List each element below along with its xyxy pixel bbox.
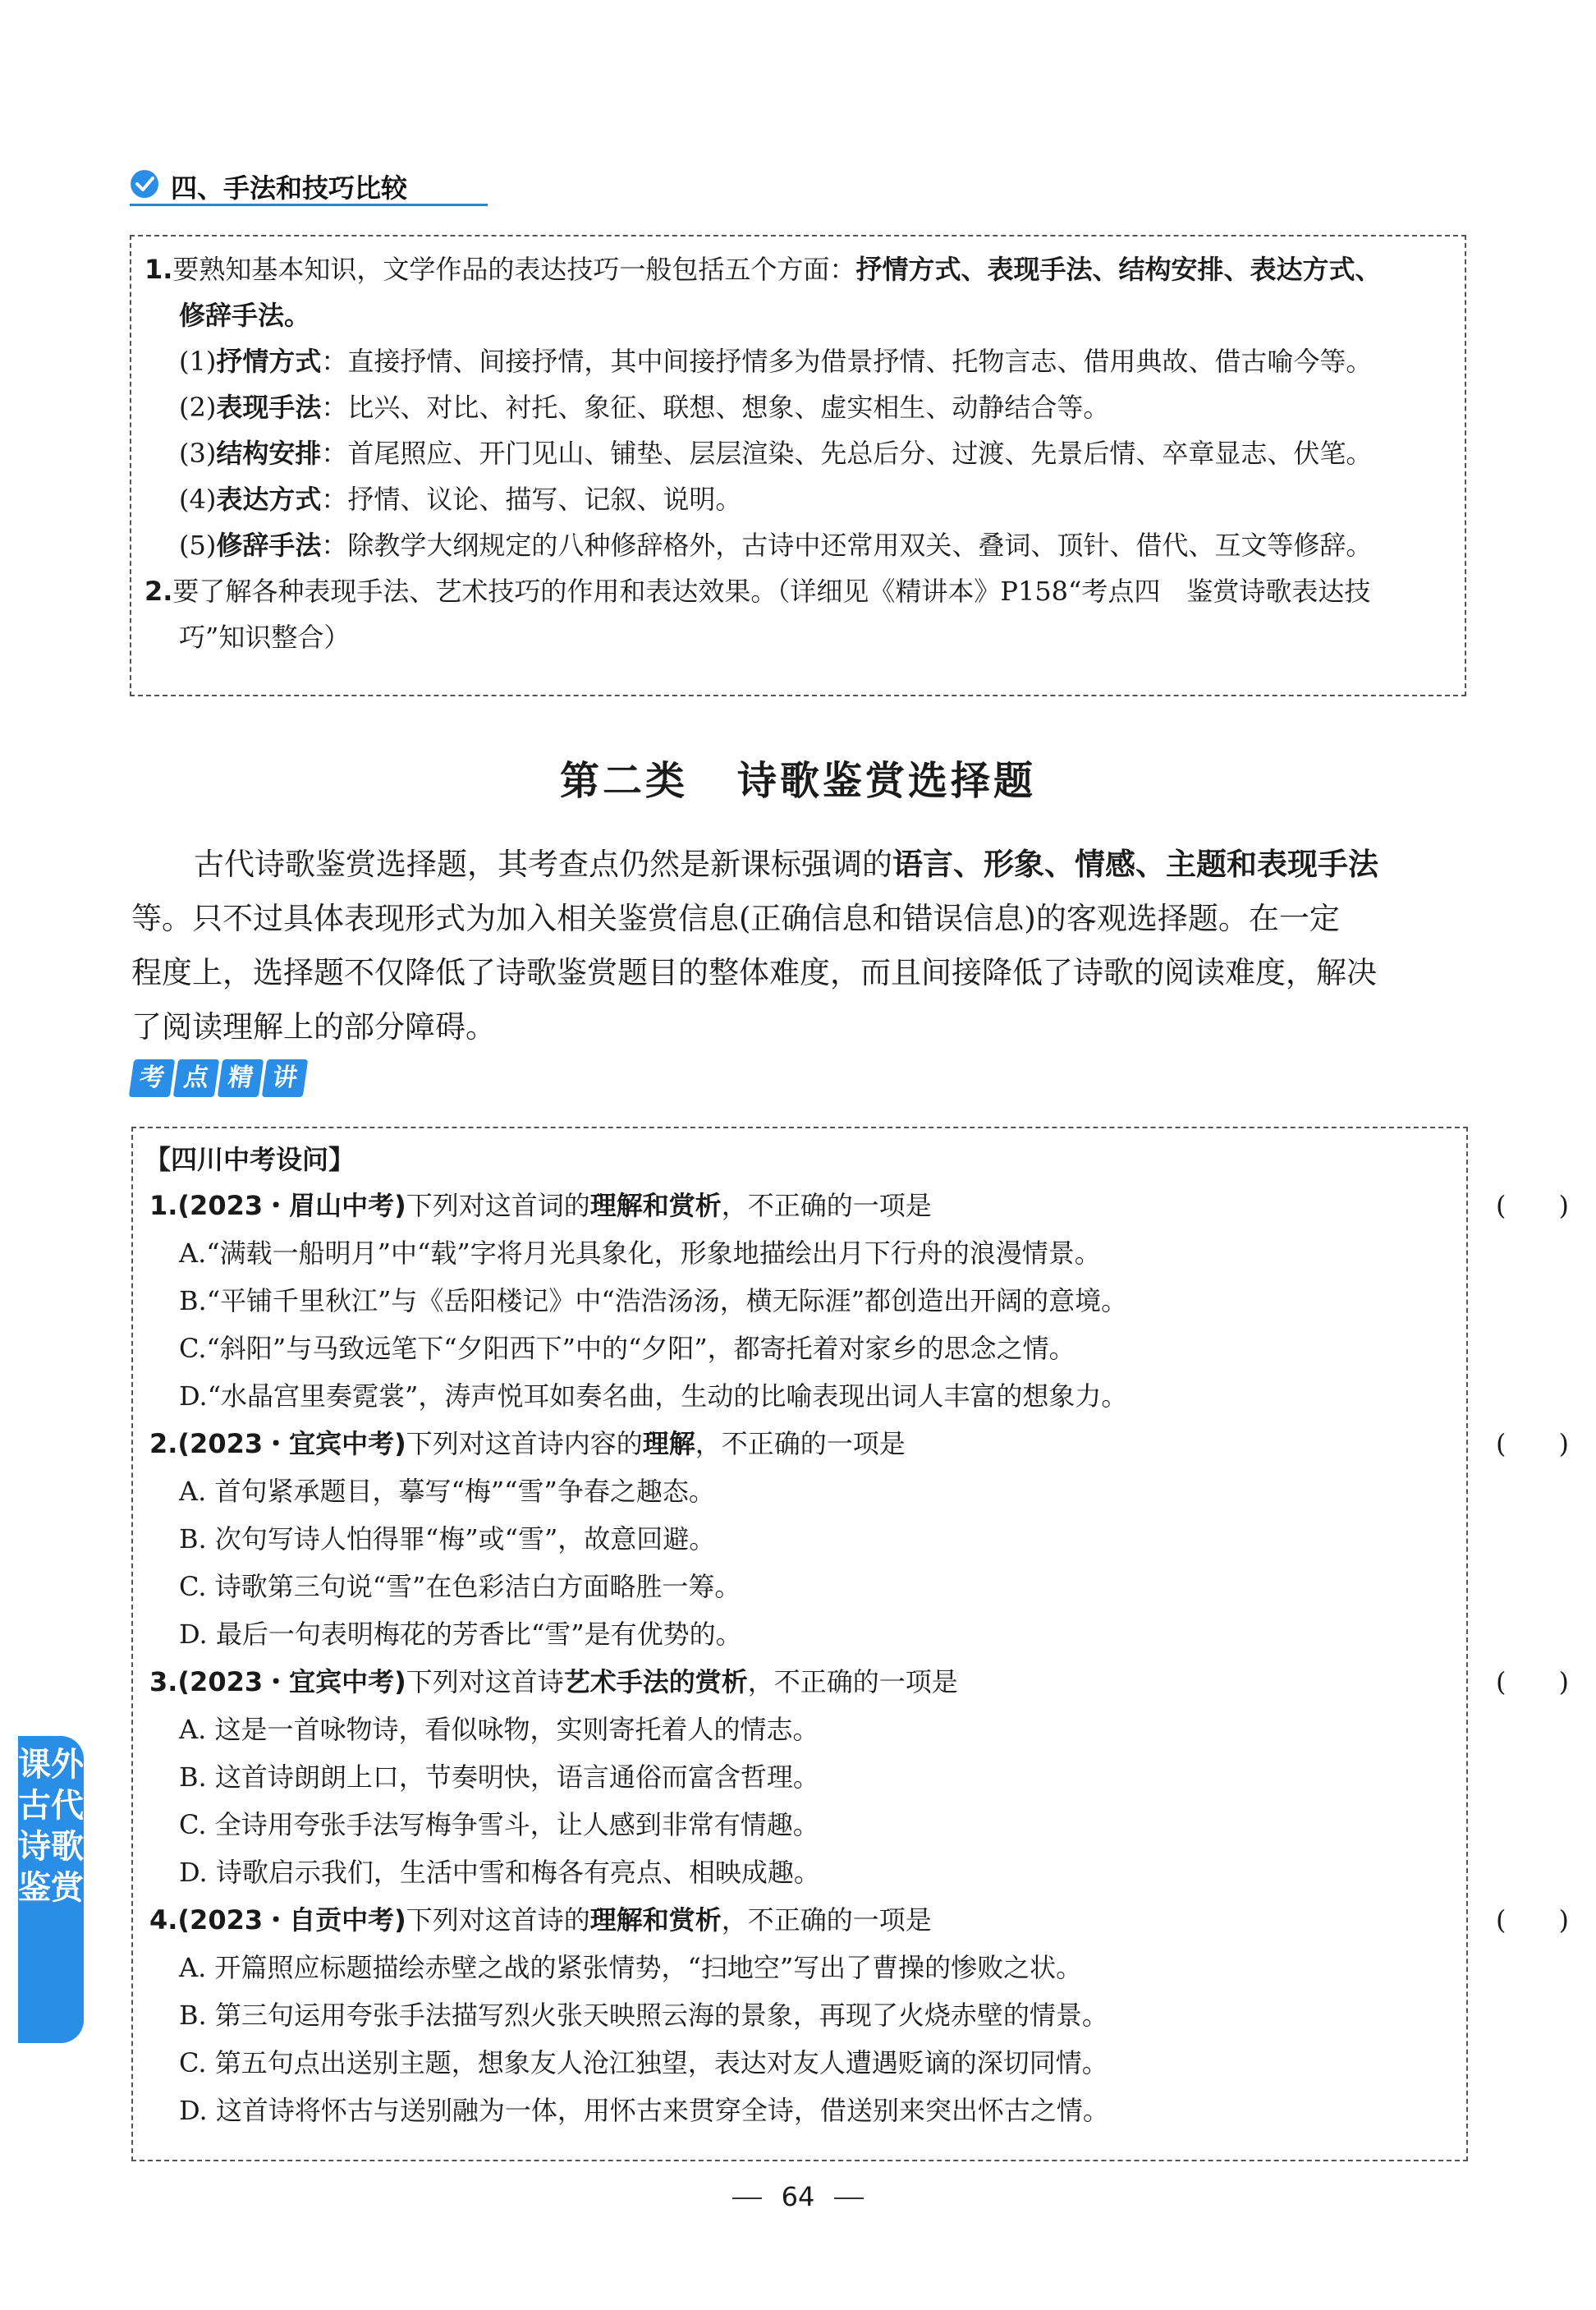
item-1: (1)抒情方式：直接抒情、间接抒情，其中间接抒情多为借景抒情、托物言志、借用典故、借古喻今等。 — [179, 346, 1373, 377]
q4-option-a: A. 开篇照应标题描绘赤壁之战的紧张情势，“扫地空”写出了曹操的惨败之状。 — [179, 1952, 1083, 1983]
q4-option-d: D. 这首诗将怀古与送别融为一体，用怀古来贯穿全诗，借送别来突出怀古之情。 — [179, 2095, 1109, 2126]
q3-option-d: D. 诗歌启示我们，生活中雪和梅各有亮点、相映成趣。 — [179, 1857, 820, 1888]
question-3-stem: 3.(2023・宜宾中考)下列对这首诗艺术手法的赏析，不正确的一项是 — [149, 1666, 958, 1697]
q1-option-d: D.“水晶宫里奏霓裳”，涛声悦耳如奏名曲，生动的比喻表现出词人丰富的想象力。 — [179, 1380, 1128, 1412]
check-circle-icon — [130, 169, 159, 199]
item-5: (5)修辞手法：除教学大纲规定的八种修辞格外，古诗中还常用双关、叠词、顶针、借代、互文等修辞。 — [179, 530, 1373, 561]
q3-option-c: C. 全诗用夸张手法写梅争雪斗，让人感到非常有情趣。 — [179, 1809, 819, 1840]
q3-option-b: B. 这首诗朗朗上口，节奏明快，语言通俗而富含哲理。 — [179, 1761, 819, 1793]
techniques-box — [130, 235, 1466, 696]
intro-line-2: 等。只不过具体表现形式为加入相关鉴赏信息(正确信息和错误信息)的客观选择题。在一定 — [131, 901, 1340, 936]
point-2-cont: 巧”知识整合） — [179, 622, 351, 653]
item-3: (3)结构安排：首尾照应、开门见山、铺垫、层层渲染、先总后分、过渡、先景后情、卒章显志、伏笔。 — [179, 438, 1373, 469]
answer-blank-2[interactable]: ( ) — [1496, 1428, 1569, 1459]
question-4-stem: 4.(2023・自贡中考)下列对这首诗的理解和赏析，不正确的一项是 — [149, 1904, 932, 1936]
point-2: 2.要了解各种表现手法、艺术技巧的作用和表达效果。（详细见《精讲本》P158“考点四 鉴赏诗歌表达技 — [144, 576, 1371, 607]
side-tab-label: 课外古代诗歌鉴赏 — [18, 1746, 84, 1907]
q1-option-c: C.“斜阳”与马致远笔下“夕阳西下”中的“夕阳”，都寄托着对家乡的思念之情。 — [179, 1333, 1075, 1364]
question-1-stem: 1.(2023・眉山中考)下列对这首词的理解和赏析，不正确的一项是 — [149, 1190, 932, 1221]
page-number: 64 — [0, 2181, 1596, 2212]
q2-option-c: C. 诗歌第三句说“雪”在色彩洁白方面略胜一筹。 — [179, 1571, 741, 1602]
q2-option-d: D. 最后一句表明梅花的芳香比“雪”是有优势的。 — [179, 1619, 742, 1650]
point-1: 1.要熟知基本知识，文学作品的表达技巧一般包括五个方面：抒情方式、表现手法、结构安排、表达方式、 — [144, 254, 1382, 285]
q2-option-b: B. 次句写诗人怕得罪“梅”或“雪”，故意回避。 — [179, 1523, 716, 1555]
item-2: (2)表现手法：比兴、对比、衬托、象征、联想、想象、虚实相生、动静结合等。 — [179, 392, 1110, 423]
key-points-tag: 考 点 精 讲 — [131, 1059, 305, 1100]
intro-line-1: 古代诗歌鉴赏选择题，其考查点仍然是新课标强调的语言、形象、情感、主题和表现手法 — [194, 847, 1378, 882]
answer-blank-4[interactable]: ( ) — [1496, 1904, 1569, 1936]
category-title: 第二类 诗歌鉴赏选择题 — [559, 758, 1037, 804]
intro-line-4: 了阅读理解上的部分障碍。 — [131, 1009, 496, 1045]
questions-header: 【四川中考设问】 — [144, 1144, 355, 1175]
q1-option-a: A.“满载一船明月”中“载”字将月光具象化，形象地描绘出月下行舟的浪漫情景。 — [179, 1238, 1101, 1269]
q2-option-a: A. 首句紧承题目，摹写“梅”“雪”争春之趣态。 — [179, 1476, 715, 1507]
section-heading-text: 四、手法和技巧比较 — [171, 172, 408, 204]
answer-blank-3[interactable]: ( ) — [1496, 1666, 1569, 1697]
answer-blank-1[interactable]: ( ) — [1496, 1190, 1569, 1221]
intro-line-3: 程度上，选择题不仅降低了诗歌鉴赏题目的整体难度，而且间接降低了诗歌的阅读难度，解决 — [131, 955, 1377, 990]
question-2-stem: 2.(2023・宜宾中考)下列对这首诗内容的理解，不正确的一项是 — [149, 1428, 906, 1459]
section-heading — [130, 164, 488, 206]
q4-option-c: C. 第五句点出送别主题，想象友人沧江独望，表达对友人遭遇贬谪的深切同情。 — [179, 2047, 1108, 2078]
q3-option-a: A. 这是一首咏物诗，看似咏物，实则寄托着人的情志。 — [179, 1714, 819, 1745]
point-1-cont: 修辞手法。 — [179, 300, 311, 331]
item-4: (4)表达方式：抒情、议论、描写、记叙、说明。 — [179, 484, 742, 515]
q4-option-b: B. 第三句运用夸张手法描写烈火张天映照云海的景象，再现了火烧赤壁的情景。 — [179, 2000, 1108, 2031]
q1-option-b: B.“平铺千里秋江”与《岳阳楼记》中“浩浩汤汤，横无际涯”都创造出开阔的意境。 — [179, 1285, 1128, 1316]
questions-box — [131, 1127, 1569, 2161]
